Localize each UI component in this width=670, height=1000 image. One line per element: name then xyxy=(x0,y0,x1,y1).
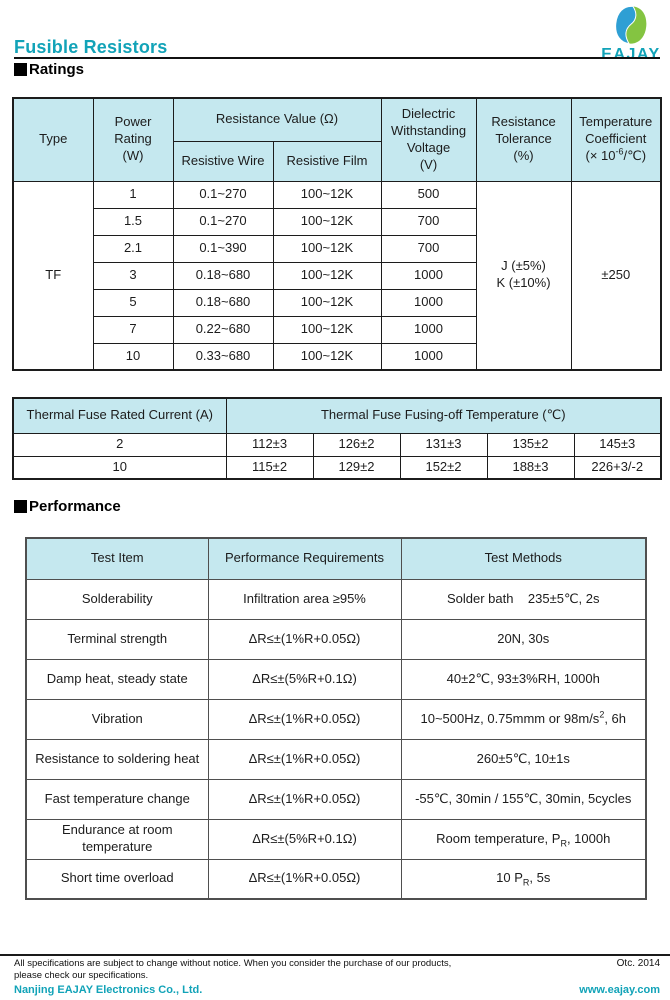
table-cell: 226+3/-2 xyxy=(574,456,661,479)
table-cell: 100~12K xyxy=(273,262,381,289)
company-name: Nanjing EAJAY Electronics Co., Ltd. xyxy=(14,983,203,996)
page-footer xyxy=(0,954,670,996)
test-item-cell: Short time overload xyxy=(26,859,208,899)
test-item-cell: Fast temperature change xyxy=(26,779,208,819)
footer-date: Otc. 2014 xyxy=(616,958,660,969)
table-cell: 115±2 xyxy=(226,456,313,479)
website-link[interactable]: www.eajay.com xyxy=(579,983,660,996)
performance-table xyxy=(25,537,647,900)
col-header-performance-requirements: Performance Requirements xyxy=(208,538,401,579)
test-item-cell: Vibration xyxy=(26,699,208,739)
col-header-tolerance: Resistance Tolerance (%) xyxy=(476,98,571,181)
test-item-cell: Resistance to soldering heat xyxy=(26,739,208,779)
col-header-fusing-off-temperature: Thermal Fuse Fusing-off Temperature (℃) xyxy=(226,398,661,433)
table-row xyxy=(26,579,646,619)
table-cell: 100~12K xyxy=(273,316,381,343)
table-cell: 7 xyxy=(93,316,173,343)
table-cell: 0.1~270 xyxy=(173,208,273,235)
col-header-temp-coefficient: Temperature Coefficient (× $10^{-6}/℃$) xyxy=(571,98,661,181)
col-header-resistance-value: Resistance Value (Ω) xyxy=(173,98,381,141)
type-cell: TF xyxy=(13,181,93,370)
tolerance-k: K (±10%) xyxy=(496,275,551,291)
tolerance-cell xyxy=(476,181,571,370)
test-item-cell: Endurance at room temperature xyxy=(26,819,208,859)
requirement-cell: ΔR≤±(1%R+0.05Ω) xyxy=(208,699,401,739)
table-row xyxy=(13,181,661,208)
table-cell: 152±2 xyxy=(400,456,487,479)
table-cell: 129±2 xyxy=(313,456,400,479)
table-row xyxy=(13,433,661,456)
footer-disclaimer xyxy=(14,958,451,982)
table-cell: 100~12K xyxy=(273,343,381,370)
requirement-cell: Infiltration area ≥95% xyxy=(208,579,401,619)
test-item-cell: Terminal strength xyxy=(26,619,208,659)
section-square-icon xyxy=(14,500,27,513)
table-cell: 0.18~680 xyxy=(173,262,273,289)
table-cell: 126±2 xyxy=(313,433,400,456)
brand-logo xyxy=(600,4,662,63)
table-row xyxy=(26,699,646,739)
col-header-test-item: Test Item xyxy=(26,538,208,579)
table-cell: 0.18~680 xyxy=(173,289,273,316)
table-cell: 1000 xyxy=(381,289,476,316)
disclaimer-line2: please check our specifications. xyxy=(14,969,149,981)
table-cell: 2 xyxy=(13,433,226,456)
table-row xyxy=(26,659,646,699)
table-cell: 100~12K xyxy=(273,235,381,262)
table-row xyxy=(26,819,646,859)
table-cell: 5 xyxy=(93,289,173,316)
col-header-resistive-film: Resistive Film xyxy=(273,141,381,181)
table-cell: 1.5 xyxy=(93,208,173,235)
table-cell: 0.1~390 xyxy=(173,235,273,262)
section-heading-ratings xyxy=(14,61,84,78)
title-divider xyxy=(14,57,660,59)
table-cell: 100~12K xyxy=(273,289,381,316)
table-cell: 3 xyxy=(93,262,173,289)
table-cell: 10 xyxy=(93,343,173,370)
temp-coefficient-cell: ±250 xyxy=(571,181,661,370)
col-header-rated-current: Thermal Fuse Rated Current (A) xyxy=(13,398,226,433)
table-cell: 112±3 xyxy=(226,433,313,456)
method-cell: Solder bath 235±5℃, 2s xyxy=(401,579,646,619)
method-cell: Room temperature, $P_R$, 1000h xyxy=(401,819,646,859)
table-cell: 500 xyxy=(381,181,476,208)
table-cell: 0.22~680 xyxy=(173,316,273,343)
table-cell: 131±3 xyxy=(400,433,487,456)
table-cell: 100~12K xyxy=(273,208,381,235)
method-cell: 10~500Hz, 0.75mmm or $98m/s^2$, 6h xyxy=(401,699,646,739)
section-label: Ratings xyxy=(29,61,85,78)
test-item-cell: Damp heat, steady state xyxy=(26,659,208,699)
method-cell: -55℃, 30min / 155℃, 30min, 5cycles xyxy=(401,779,646,819)
col-header-resistive-wire: Resistive Wire xyxy=(173,141,273,181)
table-cell: 188±3 xyxy=(487,456,574,479)
table-cell: 1000 xyxy=(381,343,476,370)
thermal-fuse-table xyxy=(12,397,662,480)
table-cell: 700 xyxy=(381,208,476,235)
method-cell: 10 $P_R$, 5s xyxy=(401,859,646,899)
col-header-voltage: Dielectric Withstanding Voltage (V) xyxy=(381,98,476,181)
table-cell: 700 xyxy=(381,235,476,262)
test-item-cell: Solderability xyxy=(26,579,208,619)
table-cell: 0.1~270 xyxy=(173,181,273,208)
table-cell: 2.1 xyxy=(93,235,173,262)
disclaimer-line1: All specifications are subject to change without notice. When you consider the purchase of our products, xyxy=(14,958,452,969)
table-row xyxy=(26,739,646,779)
brand-name: EAJAY xyxy=(601,46,661,63)
table-row xyxy=(26,859,646,899)
ratings-table xyxy=(12,97,662,371)
table-row xyxy=(13,456,661,479)
table-cell: 0.33~680 xyxy=(173,343,273,370)
requirement-cell: ΔR≤±(1%R+0.05Ω) xyxy=(208,859,401,899)
section-square-icon xyxy=(14,63,27,76)
requirement-cell: ΔR≤±(1%R+0.05Ω) xyxy=(208,739,401,779)
method-cell: 260±5℃, 10±1s xyxy=(401,739,646,779)
table-cell: 145±3 xyxy=(574,433,661,456)
table-cell: 100~12K xyxy=(273,181,381,208)
requirement-cell: ΔR≤±(1%R+0.05Ω) xyxy=(208,619,401,659)
table-cell: 10 xyxy=(13,456,226,479)
section-label: Performance xyxy=(29,498,121,515)
table-cell: 1000 xyxy=(381,316,476,343)
requirement-cell: ΔR≤±(5%R+0.1Ω) xyxy=(208,819,401,859)
leaf-drop-logo-icon xyxy=(614,4,648,46)
section-heading-performance xyxy=(14,498,121,515)
page-title: Fusible Resistors xyxy=(14,37,168,57)
table-cell: 1000 xyxy=(381,262,476,289)
table-row xyxy=(26,779,646,819)
col-header-test-methods: Test Methods xyxy=(401,538,646,579)
table-row xyxy=(26,619,646,659)
col-header-type: Type xyxy=(13,98,93,181)
requirement-cell: ΔR≤±(5%R+0.1Ω) xyxy=(208,659,401,699)
method-cell: 20N, 30s xyxy=(401,619,646,659)
requirement-cell: ΔR≤±(1%R+0.05Ω) xyxy=(208,779,401,819)
col-header-power: Power Rating (W) xyxy=(93,98,173,181)
table-cell: 1 xyxy=(93,181,173,208)
tolerance-j: J (±5%) xyxy=(501,258,546,274)
method-cell: 40±2℃, 93±3%RH, 1000h xyxy=(401,659,646,699)
table-cell: 135±2 xyxy=(487,433,574,456)
